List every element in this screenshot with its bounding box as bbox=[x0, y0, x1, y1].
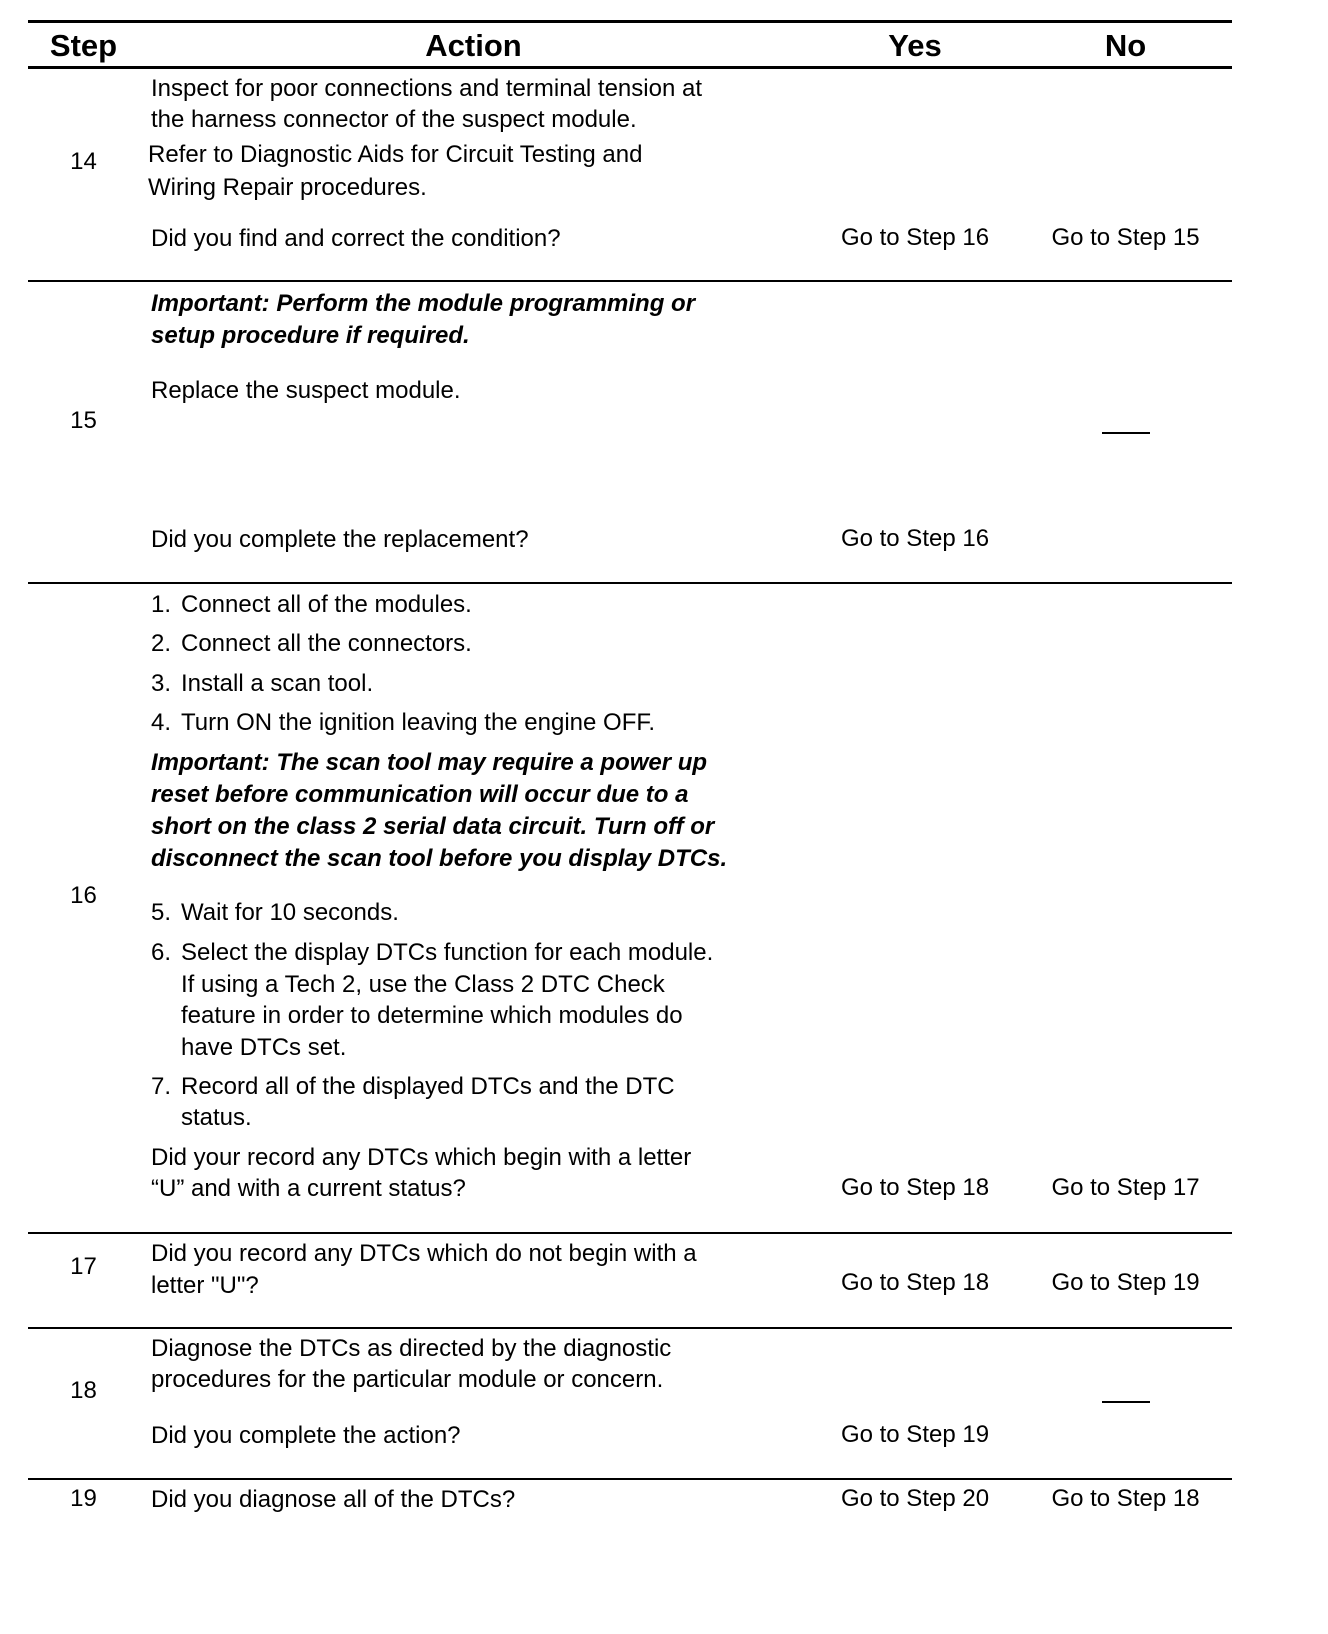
list-item: 2. Connect all the connectors. bbox=[151, 630, 472, 657]
action-question: Did your record any DTCs which begin with a letter bbox=[151, 1144, 692, 1171]
action-text: Diagnose the DTCs as directed by the diagnostic bbox=[151, 1335, 672, 1362]
action-text: Refer to Diagnostic Aids for Circuit Testing and bbox=[148, 141, 643, 168]
no-goto: Go to Step 15 bbox=[1051, 224, 1200, 251]
action-question: Did you diagnose all of the DTCs? bbox=[151, 1486, 516, 1513]
important-note: Important: The scan tool may require a power up bbox=[151, 749, 708, 776]
action-text: procedures for the particular module or concern. bbox=[151, 1366, 664, 1393]
list-item-continuation: If using a Tech 2, use the Class 2 DTC Check bbox=[181, 971, 665, 998]
row-divider bbox=[28, 1232, 1232, 1234]
action-text: Inspect for poor connections and terminal tension at bbox=[151, 75, 702, 102]
no-goto: Go to Step 19 bbox=[1051, 1269, 1200, 1296]
step-number: 14 bbox=[70, 148, 97, 175]
action-text: Replace the suspect module. bbox=[151, 377, 461, 404]
list-item-continuation: feature in order to determine which modules do bbox=[181, 1002, 683, 1029]
list-item-continuation: have DTCs set. bbox=[181, 1034, 347, 1061]
yes-goto: Go to Step 20 bbox=[840, 1485, 990, 1512]
header-action: Action bbox=[425, 27, 522, 63]
action-question: “U” and with a current status? bbox=[151, 1175, 466, 1202]
step-number: 16 bbox=[70, 882, 97, 909]
list-item: 4. Turn ON the ignition leaving the engine OFF. bbox=[151, 709, 656, 736]
row-divider bbox=[28, 1478, 1232, 1480]
list-item: 5. Wait for 10 seconds. bbox=[151, 899, 399, 926]
no-dash bbox=[1102, 432, 1150, 434]
important-note: Important: Perform the module programming or bbox=[151, 290, 696, 317]
important-note: reset before communication will occur due to a bbox=[151, 781, 689, 808]
list-item: 6. Select the display DTCs function for each module. bbox=[151, 939, 714, 966]
list-item: 3. Install a scan tool. bbox=[151, 670, 374, 697]
step-number: 19 bbox=[70, 1485, 97, 1512]
action-question: Did you find and correct the condition? bbox=[151, 225, 561, 252]
action-question: Did you complete the replacement? bbox=[151, 526, 529, 553]
action-question: Did you complete the action? bbox=[151, 1422, 461, 1449]
important-note: short on the class 2 serial data circuit. Turn off or bbox=[151, 813, 715, 840]
important-note: disconnect the scan tool before you display DTCs. bbox=[151, 845, 728, 872]
action-text: Wiring Repair procedures. bbox=[148, 174, 427, 201]
action-text: the harness connector of the suspect module. bbox=[151, 106, 637, 133]
important-note: setup procedure if required. bbox=[151, 322, 470, 349]
row-divider bbox=[28, 1327, 1232, 1329]
yes-goto: Go to Step 16 bbox=[840, 224, 990, 251]
action-question: letter "U"? bbox=[151, 1272, 259, 1299]
step-number: 18 bbox=[70, 1377, 97, 1404]
yes-goto: Go to Step 18 bbox=[840, 1269, 990, 1296]
list-item: 7. Record all of the displayed DTCs and the DTC bbox=[151, 1073, 675, 1100]
no-dash bbox=[1102, 1401, 1150, 1403]
no-goto: Go to Step 18 bbox=[1051, 1485, 1200, 1512]
list-item: 1. Connect all of the modules. bbox=[151, 591, 472, 618]
step-number: 15 bbox=[70, 407, 97, 434]
header-no: No bbox=[1104, 27, 1147, 63]
row-divider bbox=[28, 280, 1232, 282]
yes-goto: Go to Step 19 bbox=[840, 1421, 990, 1448]
header-step: Step bbox=[49, 27, 118, 63]
no-goto: Go to Step 17 bbox=[1051, 1174, 1200, 1201]
step-number: 17 bbox=[70, 1253, 97, 1280]
list-item-continuation: status. bbox=[181, 1104, 252, 1131]
row-divider bbox=[28, 582, 1232, 584]
header-yes: Yes bbox=[888, 27, 942, 63]
yes-goto: Go to Step 18 bbox=[840, 1174, 990, 1201]
diagnostic-table bbox=[28, 20, 1296, 1634]
action-question: Did you record any DTCs which do not begin with a bbox=[151, 1240, 697, 1267]
yes-goto: Go to Step 16 bbox=[840, 525, 990, 552]
